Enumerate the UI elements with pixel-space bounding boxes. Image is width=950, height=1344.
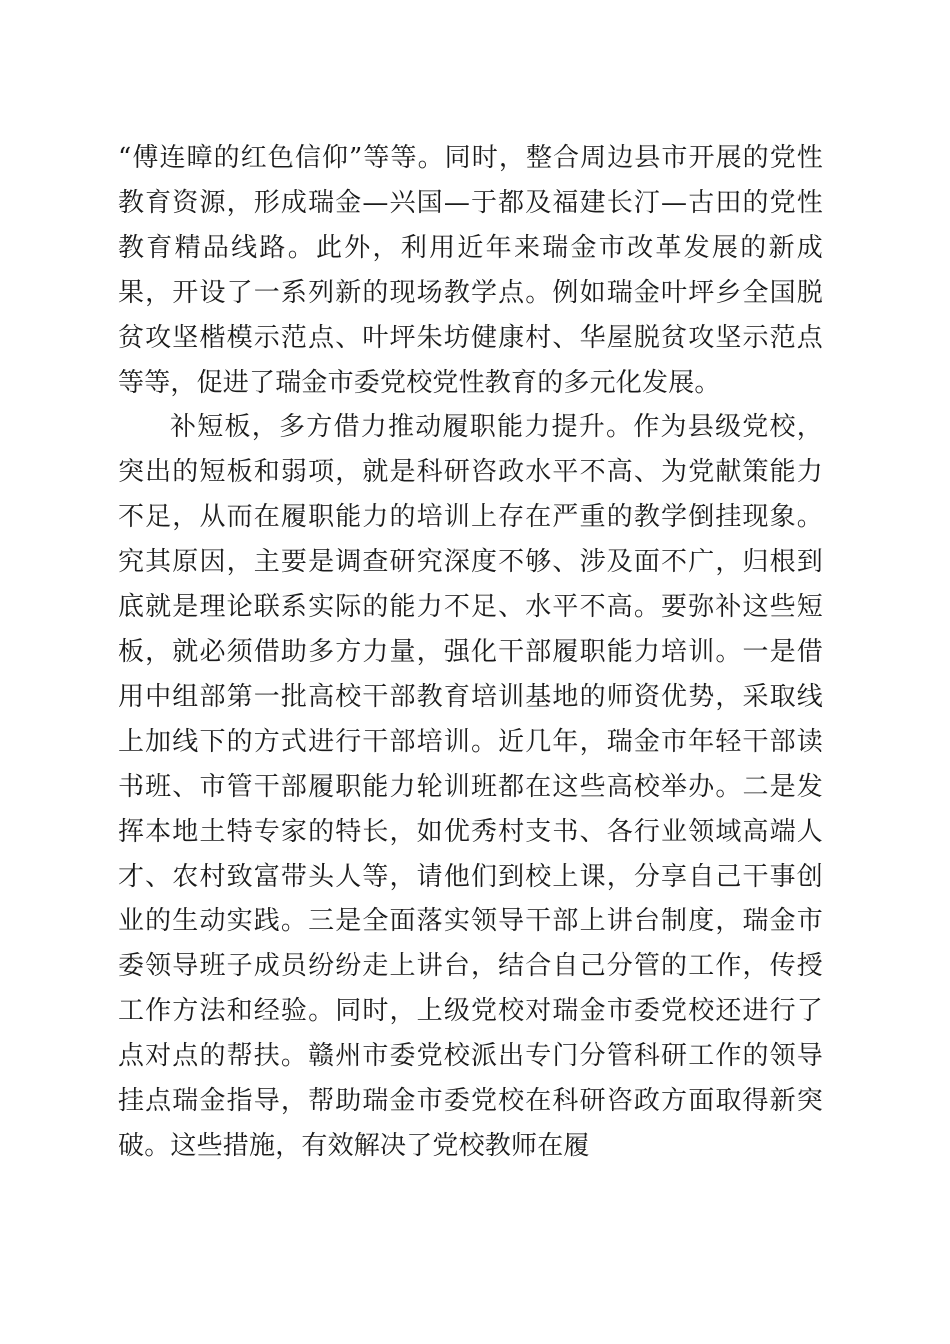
paragraph-capacity-building: 补短板，多方借力推动履职能力提升。作为县级党校，突出的短板和弱项，就是科研咨政水平不高、为党献策能力不足，从而在履职能力的培训上存在严重的教学倒挂现象。究其原因，主要是调查研究深度不够、涉及面不广，归根到底就是理论联系实际的能力不足、水平不高。要弥补这些短板，就必须借助多方力量，强化干部履职能力培训。一是借用中组部第一批高校干部教育培训基地的师资优势，采取线上加线下的方式进行干部培训。近几年，瑞金市年轻干部读书班、市管干部履职能力轮训班都在这些高校举办。二是发挥本地土特专家的特长，如优秀村支书、各行业领域高端人才、农村致富带头人等，请他们到校上课，分享自己干事创业的生动实践。三是全面落实领导干部上讲台制度，瑞金市委领导班子成员纷纷走上讲台，结合自己分管的工作，传授工作方法和经验。同时，上级党校对瑞金市委党校还进行了点对点的帮扶。赣州市委党校派出专门分管科研工作的领导挂点瑞金指导，帮助瑞金市委党校在科研咨政方面取得新突破。这些措施，有效解决了党校教师在履 bbox=[118, 412, 823, 1161]
document-body bbox=[118, 136, 823, 1169]
paragraph-continuation: “傅连暲的红色信仰”等等。同时，整合周边县市开展的党性教育资源，形成瑞金—兴国—于都及福建长汀—古田的党性教育精品线路。此外，利用近年来瑞金市改革发展的新成果，开设了一系列新的现场教学点。例如瑞金叶坪乡全国脱贫攻坚楷模示范点、叶坪朱坊健康村、华屋脱贫攻坚示范点等等，促进了瑞金市委党校党性教育的多元化发展。 bbox=[118, 143, 823, 398]
